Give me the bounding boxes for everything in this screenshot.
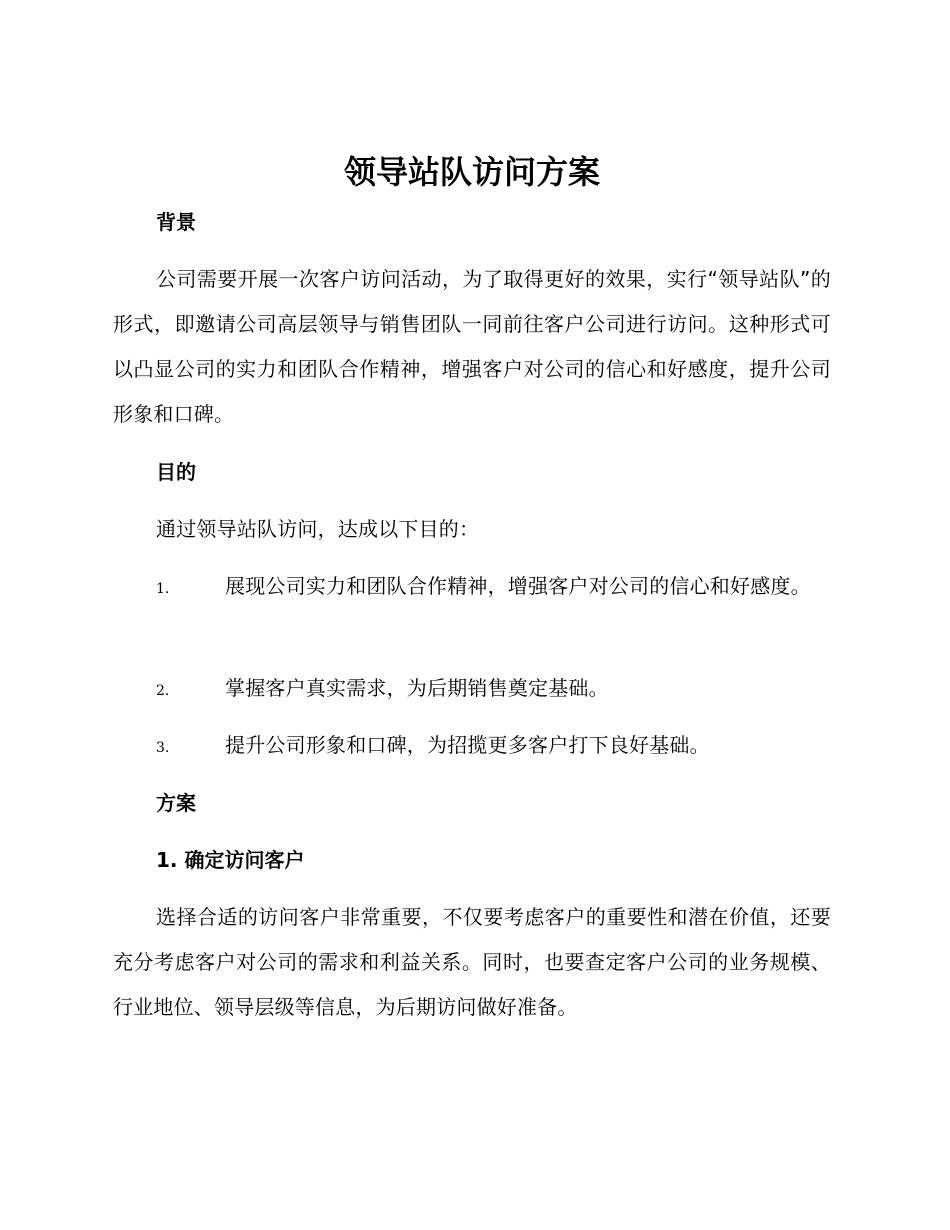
list-item-number: 1. [156, 581, 170, 597]
purpose-intro: 通过领导站队访问，达成以下目的： [156, 517, 480, 541]
subsection-heading-select-clients: 1. 确定访问客户 [156, 848, 305, 872]
background-paragraph: 公司需要开展一次客户访问活动，为了取得更好的效果，实行“领导站队”的形式，即邀请公司高层领导与销售团队一同前往客户公司进行访问。这种形式可以凸显公司的实力和团队合作精神，增强客户对公司的信心和好感度，提升公司形象和口碑。 [113, 267, 831, 426]
list-item-text: 提升公司形象和口碑，为招揽更多客户打下良好基础。 [225, 733, 710, 757]
list-item [113, 564, 831, 612]
plan-paragraph: 选择合适的访问客户非常重要，不仅要考虑客户的重要性和潜在价值，还要充分考虑客户对公司的需求和利益关系。同时，也要查定客户公司的业务规模、行业地位、领导层级等信息，为后期访问做好准备。 [113, 905, 831, 1019]
section-heading-plan: 方案 [156, 791, 196, 815]
list-item-number: 3. [156, 740, 170, 756]
list-item-text: 展现公司实力和团队合作精神，增强客户对公司的信心和好感度。 [225, 574, 811, 598]
document-title: 领导站队访问方案 [343, 153, 600, 191]
list-item [113, 723, 831, 771]
document-page [113, 0, 831, 1230]
list-item [113, 666, 831, 714]
section-heading-background: 背景 [156, 210, 196, 234]
list-item-number: 2. [156, 683, 170, 699]
section-heading-purpose: 目的 [156, 460, 196, 484]
list-item-text: 掌握客户真实需求，为后期销售奠定基础。 [225, 676, 609, 700]
